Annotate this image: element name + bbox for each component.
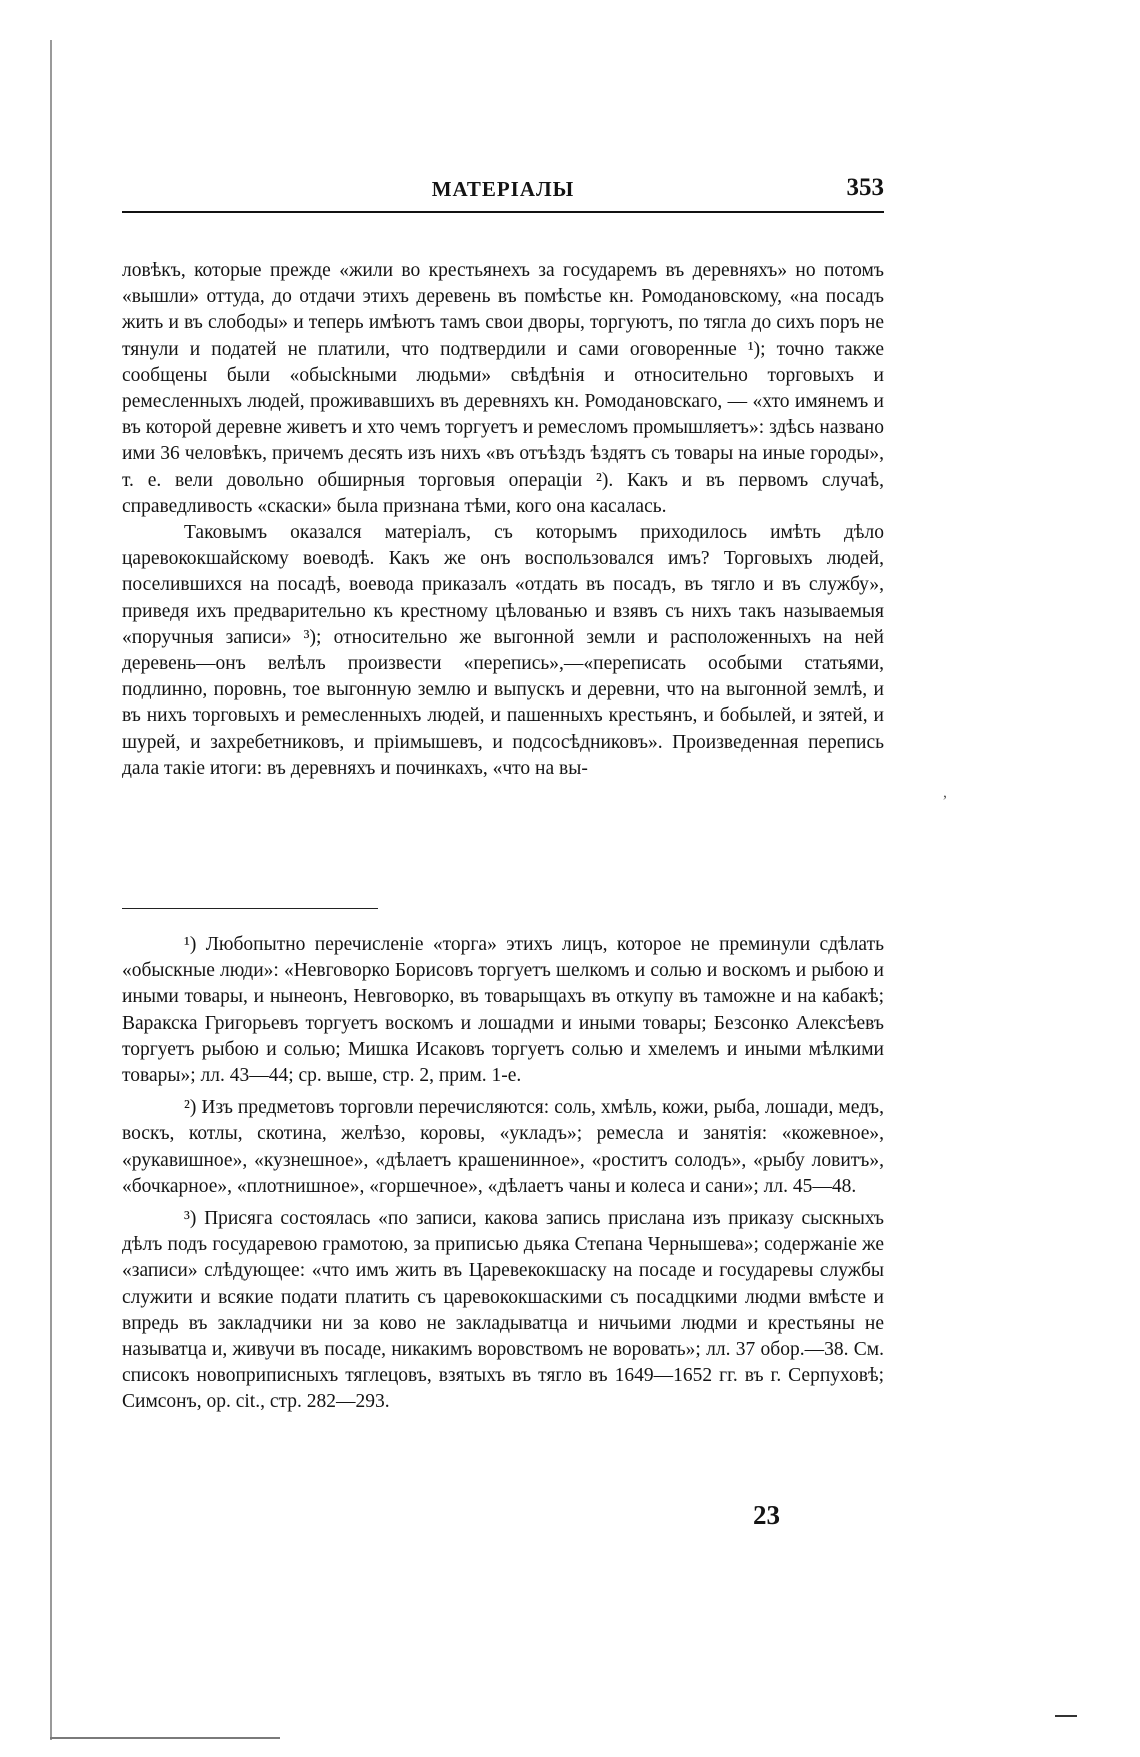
running-title: МАТЕРІАЛЫ bbox=[431, 177, 575, 201]
main-text bbox=[122, 258, 884, 782]
paragraph: ловѣкъ, которые прежде «жили во крестьянехъ за государемъ въ деревняхъ» но потомъ «вышли» оттуда, до отдачи этихъ деревень въ помѣстье кн. Ромодановскому, «на посадъ жить и въ слободы» и теперь имѣютъ тамъ свои дворы, торгуютъ, по тягла до сихъ поръ не тянули и податей не платили, что подтвердили и сами оговоренные ¹); точно также сообщены были «обысkными людьми» свѣдѣнія и относительно торговыхъ и ремесленныхъ людей, проживавшихъ въ деревняхъ кн. Ромодановскаго, — «хто имянемъ и въ которой деревне живетъ и хто чемъ торгуетъ и ремесломъ промышляетъ»: здѣсь названо ими 36 человѣкъ, причемъ десять изъ нихъ «въ отъѣздъ ѣздятъ съ товары на иные городы», т. е. вели довольно обширныя торговыя операціи ²). Какъ и въ первомъ случаѣ, справедливость «скаски» была признана тѣми, кого она касалась. bbox=[122, 260, 884, 517]
footnotes bbox=[122, 932, 884, 1422]
header-rule bbox=[122, 211, 884, 213]
signature-mark: 23 bbox=[753, 1500, 780, 1530]
paragraph: Таковымъ оказался матеріалъ, съ которымъ приходилось имѣть дѣло царевококшайскому воеводѣ. Какъ же онъ воспользовался имъ? Торговыхъ людей, поселившихся на посадѣ, воевода приказалъ «отдать въ посадъ, въ тягло и въ службу», приведя ихъ предварительно къ крестному цѣлованью и взявъ съ нихъ такъ называемыя «поручныя записи» ³); относительно же выгонной земли и расположенныхъ на ней деревень—онъ велѣлъ произвести «перепись»,—«переписать особыми статьями, подлинно, поровнь, тое выгонную землю и выпускъ и деревни, что на выгонной землѣ, и въ нихъ торговыхъ и ремесленныхъ людей, и пашенныхъ крестьянъ, и бобылей, и зятей, и шурей, и захребетниковъ, и пріимышевъ, и подсосѣдниковъ». Произведенная перепись дала такіе итоги: въ деревняхъ и починкахъ, «что на вы- bbox=[122, 522, 884, 779]
scan-edge-line bbox=[50, 40, 52, 1740]
footnote: ¹) Любопытно перечисленіе «торга» этихъ лицъ, которое не преминули сдѣлать «обыскные люди»: «Невговорко Борисовъ торгуетъ шелкомъ и солью и воскомъ и рыбою и иными товары, и нынеонъ, Невговорко, въ товарыщахъ въ откупу въ таможне и на кабакѣ; Варакска Григорьевъ торгуетъ воскомъ и лошадми и иными товары; Безсонко Алексѣевъ торгуетъ рыбою и солью; Мишка Исаковъ торгуетъ солью и хмелемъ и иными мѣлкими товары»; лл. 43—44; ср. выше, стр. 2, прим. 1-е. bbox=[122, 934, 884, 1087]
page-number: 353 bbox=[846, 174, 884, 201]
footnote-separator bbox=[122, 908, 378, 909]
scan-margin-mark bbox=[1055, 1715, 1077, 1717]
footnote: ³) Присяга состоялась «по записи, какова запись прислана изъ приказу сыскныхъ дѣлъ подъ государевою грамотою, за приписью дьяка Степана Чернышева»; содержаніе же «записи» слѣдующее: «что имъ жить въ Царевекокшаску на посаде и государевы службы служити и всякие подати платить съ царевококшаскими съ посадцкими людми вмѣсте и впредь въ закладчики ни за ково не закладыватца и ничьими людми и крестьяны не называтца и, живучи въ посаде, никакимъ воровствомъ не воровать»; лл. 37 обор.—38. См. списокъ новоприписныхъ тяглецовъ, взятыхъ въ тягло въ 1649—1652 гг. въ г. Серпуховѣ; Симсонъ, op. cit., стр. 282—293. bbox=[122, 1208, 884, 1413]
margin-tick: , bbox=[943, 784, 947, 801]
page-header bbox=[122, 174, 884, 213]
footnote: ²) Изъ предметовъ торговли перечисляются: соль, хмѣль, кожи, рыба, лошади, медъ, воскъ, котлы, скотина, желѣзо, коровы, «укладъ»; ремесла и занятія: «кожевное», «рукавишное», «кузнешное», «дѣлаетъ крашенинное», «роститъ солодъ», «рыбу ловитъ», «бочкарное», «плотнишное», «горшечное», «дѣлаетъ чаны и колеса и сани»; лл. 45—48. bbox=[122, 1097, 884, 1197]
scan-bottom-line bbox=[50, 1737, 280, 1739]
